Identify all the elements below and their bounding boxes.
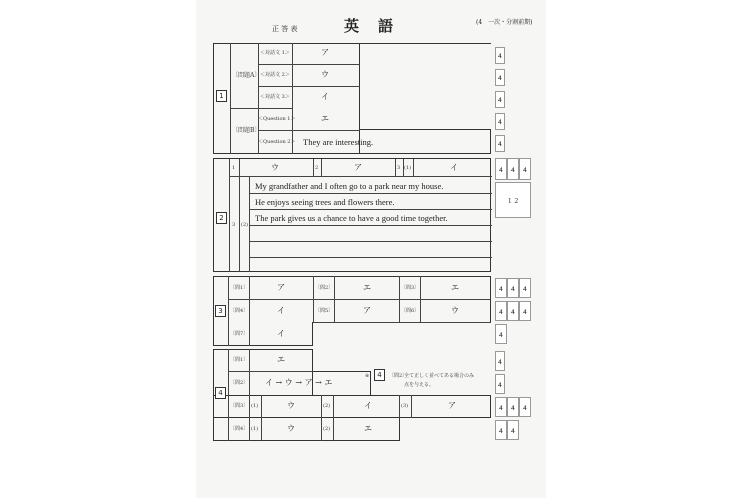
question-3-section (213, 276, 491, 346)
problem-B-label: 〔問題B〕 (232, 127, 261, 134)
score-box: 4 (495, 113, 505, 130)
essay-score-box: １２ (495, 182, 531, 218)
q4-3-sub-3: (3) (401, 403, 409, 409)
score-box: 4 (519, 278, 531, 298)
dialogue-3-label: ＜対話文 3＞ (260, 94, 290, 100)
question-4-scores (495, 349, 531, 441)
question-2-number: 2 (216, 212, 227, 224)
score-box: 4 (495, 420, 507, 440)
q3-answer-2: エ (363, 283, 371, 292)
score-box: 4 (495, 47, 505, 64)
q4-4-sub-1: (1) (251, 426, 259, 432)
score-box: 4 (495, 69, 505, 86)
dialogue-2-answer: ウ (321, 70, 329, 79)
part-3-sub-1: (1) (404, 165, 412, 171)
q4-4-answer-1: ウ (287, 424, 295, 433)
question-2-label: ＜Question 2＞ (258, 139, 296, 145)
q4-answer-1: エ (277, 355, 285, 364)
part-1-number: 1 (232, 165, 236, 171)
score-box: 4 (495, 91, 505, 108)
q4-3-answer-3: ア (448, 401, 456, 410)
score-box: 4 (495, 301, 507, 321)
q3-answer-4: イ (277, 306, 285, 315)
q4-4-sub-2: (2) (323, 426, 331, 432)
q3-answer-7: イ (277, 329, 285, 338)
subject-title: 英 語 (344, 17, 396, 35)
score-box: 4 (507, 397, 519, 417)
part-3-sub-2: (2) (241, 222, 249, 228)
q4-label-3: 〔問3〕 (230, 403, 249, 409)
dialogue-3-answer: イ (321, 92, 329, 101)
question-1-answer: エ (321, 114, 329, 123)
question-4-number: 4 (215, 387, 226, 399)
score-box: 4 (495, 158, 507, 180)
q3-label-3: 〔問3〕 (401, 285, 420, 291)
q4-4-answer-2: エ (364, 424, 372, 433)
q4-label-2: 〔問2〕 (230, 380, 249, 386)
q4-label-1: 〔問1〕 (230, 357, 249, 363)
q3-label-7: 〔問7〕 (230, 331, 249, 337)
part-1-answer: ウ (271, 163, 279, 172)
score-box: 4 (507, 301, 519, 321)
score-box: 4 (495, 278, 507, 298)
q3-label-2: 〔問2〕 (315, 285, 334, 291)
question-1-number: 1 (216, 90, 227, 102)
q4-3-sub-2: (2) (323, 403, 331, 409)
question-3-number: 3 (215, 305, 226, 317)
q3-answer-3: エ (451, 283, 459, 292)
question-3-scores (495, 276, 531, 344)
score-box: 4 (495, 374, 505, 394)
question-4-section (213, 349, 491, 441)
score-box: 4 (507, 420, 519, 440)
question-1-scores (495, 43, 505, 154)
q3-label-1: 〔問1〕 (230, 285, 249, 291)
q3-label-5: 〔問5〕 (315, 308, 334, 314)
score-box: 4 (495, 397, 507, 417)
q4-3-sub-1: (1) (251, 403, 259, 409)
exam-note: (4 一次・分割前期) (476, 19, 533, 26)
q3-answer-6: ウ (451, 306, 459, 315)
dialogue-1-answer: ア (321, 48, 329, 57)
q4-label-4: 〔問4〕 (230, 426, 249, 432)
q4-3-answer-1: ウ (287, 401, 295, 410)
doc-type-label: 正 答 表 (272, 25, 298, 33)
q3-answer-1: ア (277, 283, 285, 292)
score-box: 4 (507, 278, 519, 298)
score-box: 4 (519, 397, 531, 417)
essay-line-3: The park gives us a chance to have a good time together. (255, 213, 448, 223)
q3-label-6: 〔問6〕 (401, 308, 420, 314)
q4-answer-2: イ → ウ → ア → エ (265, 378, 333, 387)
score-box: 4 (507, 158, 519, 180)
q3-answer-5: ア (363, 306, 371, 315)
question-2-answer: They are interesting. (303, 137, 374, 147)
question-2-scores (495, 158, 531, 218)
note-line-2: 点を与える。 (404, 382, 435, 388)
note-mark: ※ (365, 373, 370, 379)
score-box: 4 (495, 351, 505, 371)
note-line-1: 全て正しく並べてある場合のみ (404, 373, 475, 379)
score-box: 4 (519, 301, 531, 321)
score-box: 4 (495, 324, 507, 344)
essay-line-2: He enjoys seeing trees and flowers there. (255, 197, 395, 207)
part-3-number-b: 3 (232, 222, 236, 228)
part-2-answer: ア (354, 163, 362, 172)
essay-line-1: My grandfather and I often go to a park near my house. (255, 181, 444, 191)
q3-label-4: 〔問4〕 (230, 308, 249, 314)
note-question-label: 〔問2〕 (389, 373, 408, 379)
part-3-1-answer: イ (450, 163, 458, 172)
score-box: 4 (519, 158, 531, 180)
note-number-box: 4 (374, 369, 385, 381)
dialogue-1-label: ＜対話文 1＞ (260, 50, 290, 56)
part-3-number: 3 (397, 165, 401, 171)
part-2-number: 2 (315, 165, 319, 171)
problem-A-label: 〔問題A〕 (232, 72, 261, 79)
question-1-label: ＜Question 1＞ (258, 116, 296, 122)
question-2-section (213, 158, 491, 272)
q4-3-answer-2: イ (364, 401, 372, 410)
question-1-section (213, 43, 491, 154)
score-box: 4 (495, 135, 505, 152)
dialogue-2-label: ＜対話文 2＞ (260, 72, 290, 78)
